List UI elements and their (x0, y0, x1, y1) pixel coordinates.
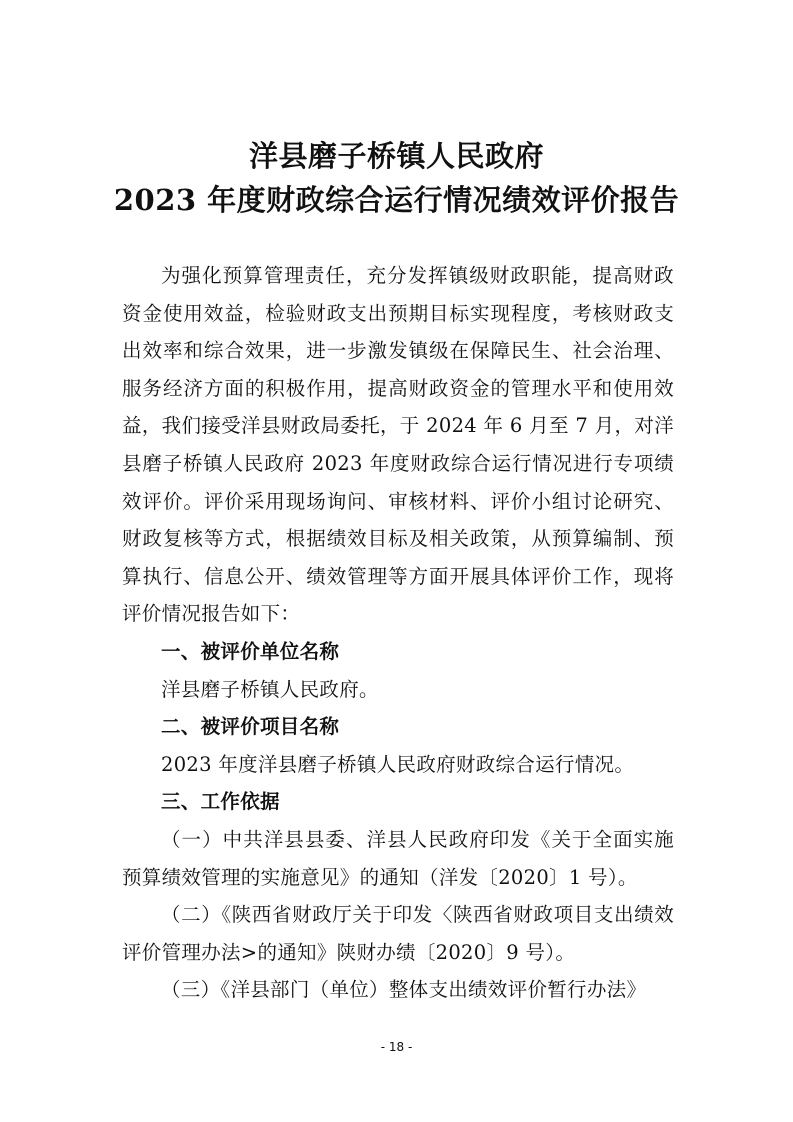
section-2-content: 2023 年度洋县磨子桥镇人民政府财政综合运行情况。 (161, 752, 635, 776)
report-body (122, 257, 674, 1009)
section-3-heading: 三、工作依据 (161, 790, 280, 814)
intro-paragraph: 为强化预算管理责任，充分发挥镇级财政职能，提高财政资金使用效益，检验财政支出预期目标实现程度，考核财政支出效率和综合效果，进一步激发镇级在保障民生、社会治理、服务经济方面的积极作用，提高财政资金的管理水平和使用效益，我们接受洋县财政局委托，于 2024 年 6 月至 7 月，对洋县磨子桥镇人民政府 2023 年度财政综合运行情况进行专项绩效评价。评价采用现场询问、审核材料、评价小组讨论研究、财政复核等方式，根据绩效目标及相关政策，从预算编制、预算执行、信息公开、绩效管理等方面开展具体评价工作，现将评价情况报告如下： (122, 264, 674, 626)
report-title-line-2: 2023 年度财政综合运行情况绩效评价报告 (113, 183, 680, 217)
section-1-content: 洋县磨子桥镇人民政府。 (161, 677, 379, 701)
section-3-item-3: （三）《洋县部门（单位）整体支出绩效评价暂行办法》 (161, 978, 647, 1002)
report-title-line-1: 洋县磨子桥镇人民政府 (248, 139, 544, 173)
section-2-heading: 二、被评价项目名称 (161, 715, 340, 739)
section-1-heading: 一、被评价单位名称 (161, 639, 340, 663)
section-3-item-1: （一）中共洋县县委、洋县人民政府印发《关于全面实施预算绩效管理的实施意见》的通知（洋发〔2020〕1 号）。 (122, 827, 674, 889)
section-3-item-2: （二）《陕西省财政厅关于印发〈陕西省财政项目支出绩效评价管理办法>的通知》陕财办绩〔2020〕9 号）。 (122, 903, 674, 964)
page-number: - 18 - (380, 1040, 413, 1054)
